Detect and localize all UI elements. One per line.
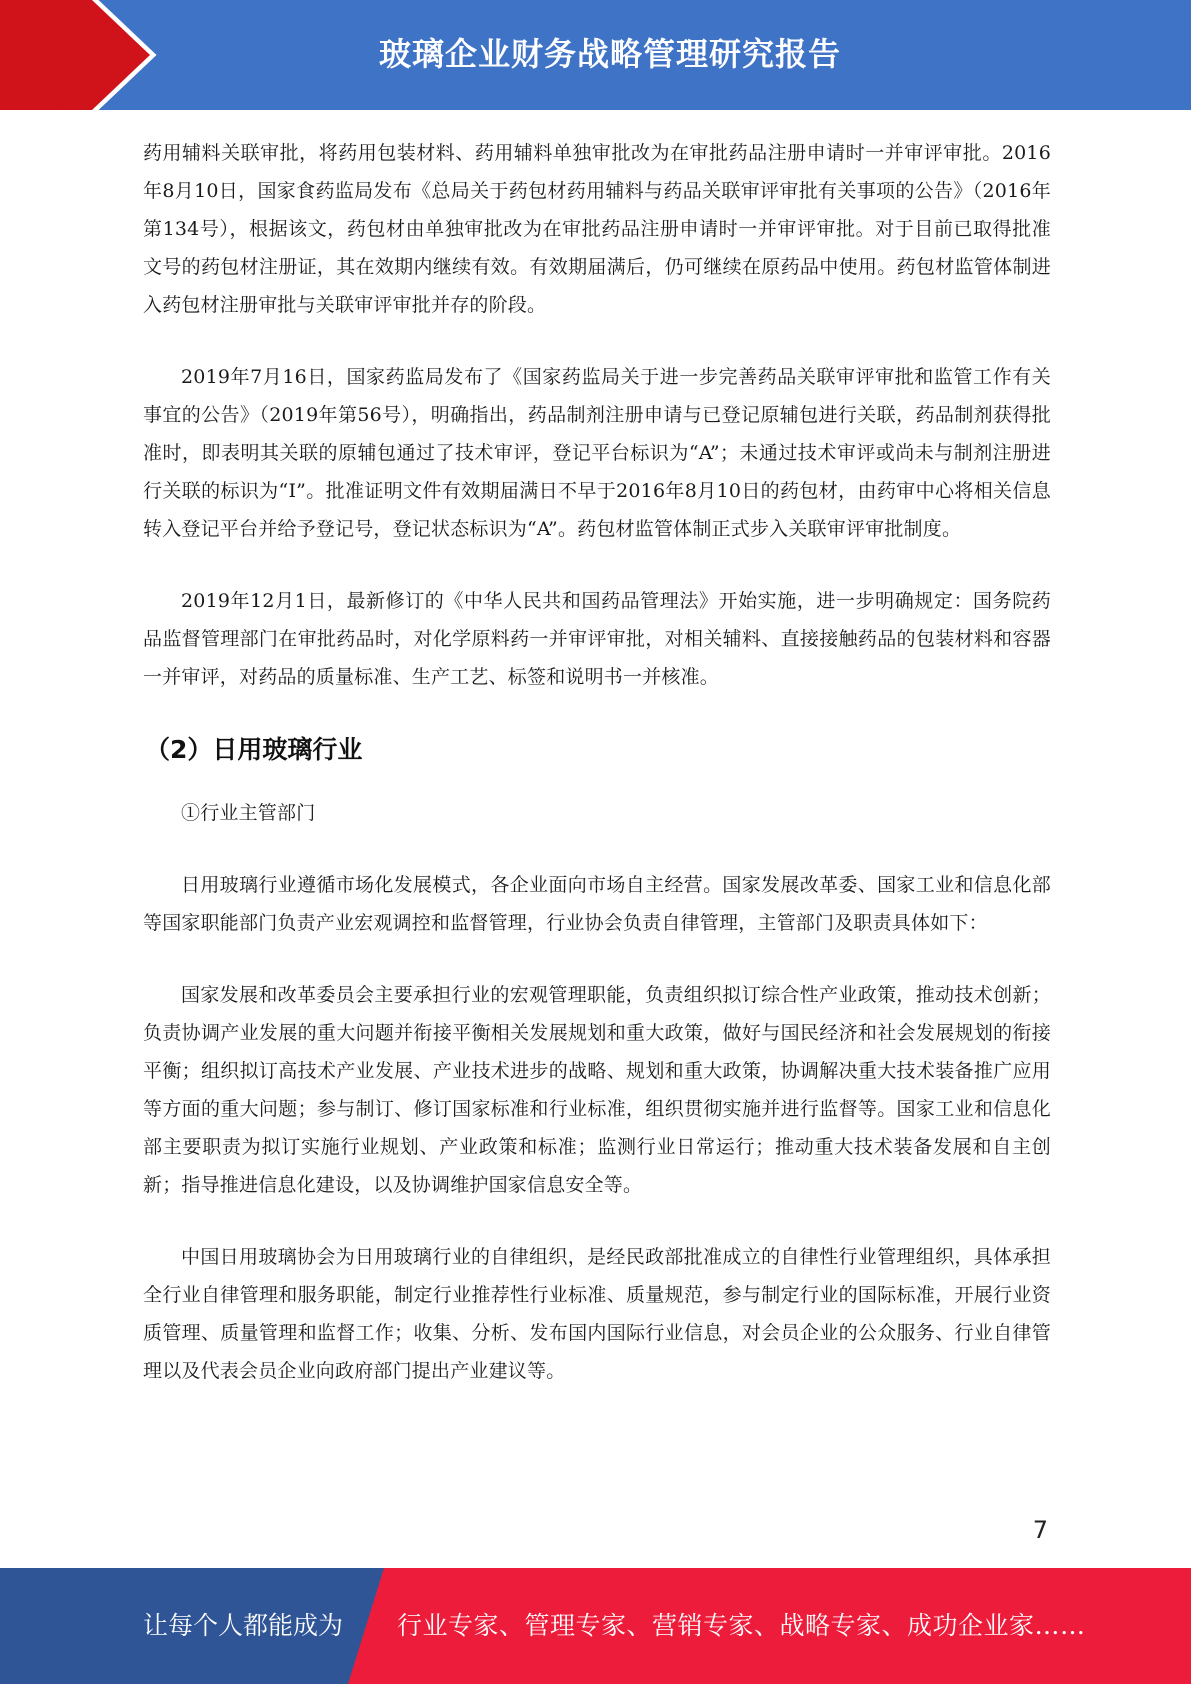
section-heading: （2）日用玻璃行业 [145, 735, 363, 764]
document-title: 玻璃企业财务战略管理研究报告 [378, 35, 841, 73]
document-body [143, 134, 1051, 1424]
paragraph: 药用辅料关联审批，将药用包装材料、药用辅料单独审批改为在审批药品注册申请时一并审评审批。2016年8月10日，国家食药监局发布《总局关于药包材药用辅料与药品关联审评审批有关事项的公告》（2016年第134号），根据该文，药包材由单独审批改为在审批药品注册申请时一并审评审批。对于目前已取得批准文号的药包材注册证，其在效期内继续有效。有效期届满后，仍可继续在原药品中使用。药包材监管体制进入药包材注册审批与关联审评审批并存的阶段。 [143, 142, 1051, 316]
footer-slogan-right: 行业专家、管理专家、营销专家、战略专家、成功企业家…… [397, 1611, 1086, 1640]
paragraph: 中国日用玻璃协会为日用玻璃行业的自律组织，是经民政部批准成立的自律性行业管理组织，具体承担全行业自律管理和服务职能，制定行业推荐性行业标准、质量规范，参与制定行业的国际标准，开展行业资质管理、质量管理和监督工作；收集、分析、发布国内国际行业信息，对会员企业的公众服务、行业自律管理以及代表会员企业向政府部门提出产业建议等。 [143, 1246, 1051, 1382]
header-banner [0, 0, 1191, 110]
footer-slogan-left: 让每个人都能成为 [143, 1611, 344, 1640]
paragraph: 国家发展和改革委员会主要承担行业的宏观管理职能，负责组织拟订综合性产业政策，推动技术创新；负责协调产业发展的重大问题并衔接平衡相关发展规划和重大政策，做好与国民经济和社会发展规划的衔接平衡；组织拟订高技术产业发展、产业技术进步的战略、规划和重大政策，协调解决重大技术装备推广应用等方面的重大问题；参与制订、修订国家标准和行业标准，组织贯彻实施并进行监督等。国家工业和信息化部主要职责为拟订实施行业规划、产业政策和标准；监测行业日常运行；推动重大技术装备发展和自主创新；指导推进信息化建设，以及协调维护国家信息安全等。 [143, 984, 1051, 1196]
footer-banner [0, 1568, 1191, 1684]
paragraph: 2019年12月1日，最新修订的《中华人民共和国药品管理法》开始实施，进一步明确规定：国务院药品监督管理部门在审批药品时，对化学原料药一并审评审批，对相关辅料、直接接触药品的包装材料和容器一并审评，对药品的质量标准、生产工艺、标签和说明书一并核准。 [143, 590, 1051, 688]
subheading: ①行业主管部门 [181, 802, 316, 824]
paragraph: 2019年7月16日，国家药监局发布了《国家药监局关于进一步完善药品关联审评审批和监管工作有关事宜的公告》（2019年第56号），明确指出，药品制剂注册申请与已登记原辅包进行关联，药品制剂获得批准时，即表明其关联的原辅包通过了技术审评，登记平台标识为“A”；未通过技术审评或尚未与制剂注册进行关联的标识为“I”。批准证明文件有效期届满日不早于2016年8月10日的药包材，由药审中心将相关信息转入登记平台并给予登记号，登记状态标识为“A”。药包材监管体制正式步入关联审评审批制度。 [143, 366, 1051, 540]
paragraph: 日用玻璃行业遵循市场化发展模式，各企业面向市场自主经营。国家发展改革委、国家工业和信息化部等国家职能部门负责产业宏观调控和监督管理，行业协会负责自律管理，主管部门及职责具体如下： [143, 874, 1051, 934]
page-number: 7 [1032, 1516, 1048, 1544]
